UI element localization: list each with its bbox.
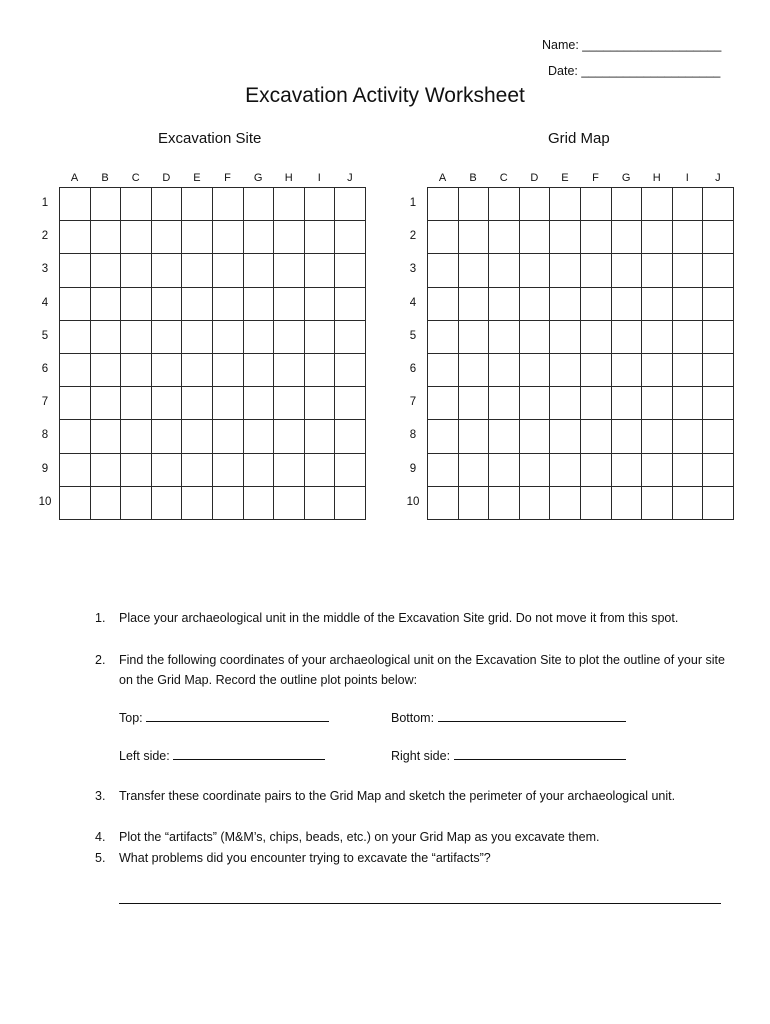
grid-cell-e9[interactable] <box>182 453 213 486</box>
grid-cell-j1[interactable] <box>703 188 734 221</box>
row-label-5: 5 <box>41 329 49 342</box>
grid-cell-a4[interactable] <box>428 287 459 320</box>
grid-cell-c8[interactable] <box>489 420 520 453</box>
instruction-number: 1. <box>95 611 106 625</box>
grid-cell-b9[interactable] <box>90 453 121 486</box>
grid-cell-j6[interactable] <box>335 353 366 386</box>
grid-cell-f1[interactable] <box>580 188 611 221</box>
excavation-site-grid <box>30 172 370 524</box>
grid-row <box>60 287 366 320</box>
grid-cell-h5[interactable] <box>274 320 305 353</box>
instruction-number: 2. <box>95 653 106 667</box>
grid-cell-h2[interactable] <box>642 221 673 254</box>
grid-cell-b3[interactable] <box>90 254 121 287</box>
grid-cell-g8[interactable] <box>243 420 274 453</box>
grid-cell-f4[interactable] <box>212 287 243 320</box>
grid-row <box>428 353 734 386</box>
grid-cell-i2[interactable] <box>672 221 703 254</box>
grid-cell-g3[interactable] <box>243 254 274 287</box>
grid-cell-g2[interactable] <box>243 221 274 254</box>
grid-cell-b5[interactable] <box>90 320 121 353</box>
grid-cell-h4[interactable] <box>274 287 305 320</box>
grid-row <box>60 453 366 486</box>
grid-cell-e7[interactable] <box>550 387 581 420</box>
grid-cell-j2[interactable] <box>703 221 734 254</box>
row-label-6: 6 <box>41 363 49 375</box>
grid-cell-i6[interactable] <box>304 353 335 386</box>
grid-cell-c2[interactable] <box>489 221 520 254</box>
grid-cell-b7[interactable] <box>90 387 121 420</box>
grid-cell-j5[interactable] <box>335 320 366 353</box>
grid-cell-b7[interactable] <box>458 387 489 420</box>
row-label-8: 8 <box>41 429 49 442</box>
column-label-c: C <box>131 172 140 184</box>
excavation-site-title: Excavation Site <box>158 130 262 147</box>
row-label-7: 7 <box>41 396 49 409</box>
right-side-field[interactable] <box>391 749 626 763</box>
bottom-label: Bottom: <box>391 711 435 725</box>
grid-cell-j5[interactable] <box>703 320 734 353</box>
grid-cell-a1[interactable] <box>60 188 91 221</box>
column-label-h: H <box>284 172 293 184</box>
grid-cell-i7[interactable] <box>304 387 335 420</box>
grid-cell-h9[interactable] <box>642 453 673 486</box>
column-label-f: F <box>224 172 231 184</box>
grid-cell-h3[interactable] <box>274 254 305 287</box>
grid-cell-j10[interactable] <box>703 486 734 519</box>
grid-cell-g4[interactable] <box>611 287 642 320</box>
grid-cell-j6[interactable] <box>703 353 734 386</box>
grid-cell-d6[interactable] <box>151 353 182 386</box>
grid-row <box>60 420 366 453</box>
grid-cell-d7[interactable] <box>519 387 550 420</box>
grid-cell-g5[interactable] <box>611 320 642 353</box>
grid-cell-g6[interactable] <box>243 353 274 386</box>
grid-cell-c4[interactable] <box>489 287 520 320</box>
grid-cell-h3[interactable] <box>642 254 673 287</box>
grid-cell-e1[interactable] <box>550 188 581 221</box>
grid-cell-a6[interactable] <box>428 353 459 386</box>
grid-row <box>428 420 734 453</box>
grid-row <box>60 221 366 254</box>
date-field[interactable]: Date: ____________________ <box>548 64 721 78</box>
column-label-e: E <box>561 172 569 184</box>
grid-cell-i8[interactable] <box>304 420 335 453</box>
column-label-f: F <box>592 172 599 184</box>
grid-cell-g9[interactable] <box>611 453 642 486</box>
grid-cell-e6[interactable] <box>182 353 213 386</box>
column-label-b: B <box>469 172 477 184</box>
grid-cell-i8[interactable] <box>672 420 703 453</box>
grid-row <box>428 320 734 353</box>
grid-cell-c3[interactable] <box>489 254 520 287</box>
grid-row <box>428 254 734 287</box>
grid-cell-a7[interactable] <box>60 387 91 420</box>
grid-cell-b8[interactable] <box>90 420 121 453</box>
grid-cell-c5[interactable] <box>489 320 520 353</box>
grid-cell-a8[interactable] <box>428 420 459 453</box>
column-label-b: B <box>101 172 109 184</box>
grid-cell-b8[interactable] <box>458 420 489 453</box>
grid-cell-b4[interactable] <box>458 287 489 320</box>
grid-cell-a2[interactable] <box>60 221 91 254</box>
grid-cell-f3[interactable] <box>212 254 243 287</box>
column-label-a: A <box>70 172 79 184</box>
grid-cell-b1[interactable] <box>90 188 121 221</box>
grid-cell-a10[interactable] <box>428 486 459 519</box>
grid-cell-i7[interactable] <box>672 387 703 420</box>
grid-cell-f5[interactable] <box>580 320 611 353</box>
instruction-number: 5. <box>95 851 106 865</box>
grid-cell-d7[interactable] <box>151 387 182 420</box>
grid-cell-f6[interactable] <box>580 353 611 386</box>
grid-cell-d2[interactable] <box>519 221 550 254</box>
grid-cell-a2[interactable] <box>428 221 459 254</box>
grid-map-title: Grid Map <box>548 130 610 147</box>
row-label-2: 2 <box>409 230 417 243</box>
grid-cell-d9[interactable] <box>519 453 550 486</box>
grid-cell-j10[interactable] <box>335 486 366 519</box>
grid-row <box>60 254 366 287</box>
grid-cell-g1[interactable] <box>243 188 274 221</box>
grid-cell-f5[interactable] <box>212 320 243 353</box>
grid-cell-f3[interactable] <box>580 254 611 287</box>
grid-cell-i10[interactable] <box>304 486 335 519</box>
grid-cell-c1[interactable] <box>489 188 520 221</box>
grid-cell-e8[interactable] <box>550 420 581 453</box>
grid-cell-g2[interactable] <box>611 221 642 254</box>
grid-cell-e2[interactable] <box>182 221 213 254</box>
grid-cell-b10[interactable] <box>90 486 121 519</box>
grid-cell-f10[interactable] <box>580 486 611 519</box>
grid-row <box>428 453 734 486</box>
grid-cell-c6[interactable] <box>489 353 520 386</box>
grid-row <box>60 188 366 221</box>
grid-cell-e3[interactable] <box>550 254 581 287</box>
instruction-text: Transfer these coordinate pairs to the Grid Map and sketch the perimeter of your archaeological unit. <box>119 789 676 803</box>
grid-cell-g8[interactable] <box>611 420 642 453</box>
grid-cell-d8[interactable] <box>519 420 550 453</box>
grid-cell-h1[interactable] <box>274 188 305 221</box>
grid-cell-a1[interactable] <box>428 188 459 221</box>
grid-cell-c8[interactable] <box>121 420 152 453</box>
grid-cell-g6[interactable] <box>611 353 642 386</box>
grid-cell-d3[interactable] <box>519 254 550 287</box>
grid-cell-b10[interactable] <box>458 486 489 519</box>
grid-cell-f9[interactable] <box>212 453 243 486</box>
grid-cell-g7[interactable] <box>611 387 642 420</box>
grid-cell-h5[interactable] <box>642 320 673 353</box>
grid-cell-j8[interactable] <box>335 420 366 453</box>
grid-cell-i5[interactable] <box>304 320 335 353</box>
grid-map-grid <box>398 172 738 524</box>
right-side-label: Right side: <box>391 749 451 763</box>
grid-cell-f9[interactable] <box>580 453 611 486</box>
bottom-answer-line[interactable] <box>438 711 626 722</box>
grid-cell-e10[interactable] <box>182 486 213 519</box>
grid-cell-f8[interactable] <box>212 420 243 453</box>
grid-cell-e8[interactable] <box>182 420 213 453</box>
grid-cell-i2[interactable] <box>304 221 335 254</box>
grid-cell-f6[interactable] <box>212 353 243 386</box>
grid-cell-i4[interactable] <box>672 287 703 320</box>
grid-cell-a5[interactable] <box>60 320 91 353</box>
instruction-number: 3. <box>95 789 106 803</box>
grid-cell-c7[interactable] <box>489 387 520 420</box>
grid-cell-e9[interactable] <box>550 453 581 486</box>
grid-cell-d5[interactable] <box>151 320 182 353</box>
column-label-g: G <box>253 172 263 184</box>
grid-cell-g10[interactable] <box>611 486 642 519</box>
column-label-d: D <box>530 172 539 184</box>
grid-cell-d10[interactable] <box>519 486 550 519</box>
grid-cell-i9[interactable] <box>304 453 335 486</box>
grid-cell-j9[interactable] <box>335 453 366 486</box>
bottom-field[interactable] <box>391 711 626 725</box>
grid-cell-d9[interactable] <box>151 453 182 486</box>
name-field[interactable]: Name: ____________________ <box>542 38 722 52</box>
right-side-answer-line[interactable] <box>454 749 626 760</box>
grid-cell-e5[interactable] <box>182 320 213 353</box>
grid-cell-e10[interactable] <box>550 486 581 519</box>
column-label-e: E <box>193 172 201 184</box>
grid-cell-e7[interactable] <box>182 387 213 420</box>
grid-cell-c4[interactable] <box>121 287 152 320</box>
row-label-5: 5 <box>409 329 417 342</box>
grid-cell-a5[interactable] <box>428 320 459 353</box>
grid-cell-j3[interactable] <box>703 254 734 287</box>
grid-cell-h8[interactable] <box>274 420 305 453</box>
top-field[interactable] <box>119 711 329 725</box>
grid-cell-f7[interactable] <box>212 387 243 420</box>
grid-cell-a9[interactable] <box>428 453 459 486</box>
row-label-10: 10 <box>38 495 52 508</box>
grid-cell-i4[interactable] <box>304 287 335 320</box>
grid-cell-f2[interactable] <box>212 221 243 254</box>
row-label-2: 2 <box>41 230 49 243</box>
grid-row <box>60 353 366 386</box>
row-label-6: 6 <box>409 363 417 375</box>
grid-cell-b5[interactable] <box>458 320 489 353</box>
grid-cell-c6[interactable] <box>121 353 152 386</box>
problems-answer-line[interactable] <box>119 903 721 904</box>
grid-cell-h6[interactable] <box>642 353 673 386</box>
grid-cell-i1[interactable] <box>304 188 335 221</box>
grid-cell-f4[interactable] <box>580 287 611 320</box>
grid-cell-g3[interactable] <box>611 254 642 287</box>
grid-cell-b2[interactable] <box>90 221 121 254</box>
grid-cell-e4[interactable] <box>182 287 213 320</box>
row-label-1: 1 <box>409 197 417 209</box>
grid-cell-e3[interactable] <box>182 254 213 287</box>
grid-cell-e1[interactable] <box>182 188 213 221</box>
grid-cell-j9[interactable] <box>703 453 734 486</box>
row-label-9: 9 <box>409 462 417 475</box>
row-label-3: 3 <box>41 263 49 276</box>
grid-cell-a6[interactable] <box>60 353 91 386</box>
grid-cell-d5[interactable] <box>519 320 550 353</box>
grid-cell-g4[interactable] <box>243 287 274 320</box>
grid-cell-a3[interactable] <box>60 254 91 287</box>
instruction-number: 4. <box>95 830 106 844</box>
grid-cell-i1[interactable] <box>672 188 703 221</box>
grid-cell-b9[interactable] <box>458 453 489 486</box>
column-label-j: J <box>715 172 721 184</box>
row-label-8: 8 <box>409 429 417 442</box>
grid-cell-b6[interactable] <box>458 353 489 386</box>
grid-cell-c10[interactable] <box>121 486 152 519</box>
grid-cell-d6[interactable] <box>519 353 550 386</box>
grid-cell-f7[interactable] <box>580 387 611 420</box>
grid-cell-j3[interactable] <box>335 254 366 287</box>
grid-cell-c3[interactable] <box>121 254 152 287</box>
grid-cell-j4[interactable] <box>335 287 366 320</box>
grid-cell-j7[interactable] <box>703 387 734 420</box>
grid-cell-d3[interactable] <box>151 254 182 287</box>
grid-cell-h1[interactable] <box>642 188 673 221</box>
grid-cell-j1[interactable] <box>335 188 366 221</box>
grid-cell-a7[interactable] <box>428 387 459 420</box>
grid-row <box>60 320 366 353</box>
grid-cell-j2[interactable] <box>335 221 366 254</box>
grid-cell-c10[interactable] <box>489 486 520 519</box>
grid-cell-h8[interactable] <box>642 420 673 453</box>
grid-cell-b1[interactable] <box>458 188 489 221</box>
row-label-4: 4 <box>41 296 49 309</box>
grid-row <box>428 486 734 519</box>
grid-cell-c9[interactable] <box>489 453 520 486</box>
grid-cell-h9[interactable] <box>274 453 305 486</box>
grid-cell-c5[interactable] <box>121 320 152 353</box>
grid-cell-a10[interactable] <box>60 486 91 519</box>
grid-cell-h4[interactable] <box>642 287 673 320</box>
left-side-field[interactable] <box>119 749 325 763</box>
grid-cell-e5[interactable] <box>550 320 581 353</box>
top-label: Top: <box>119 711 143 725</box>
grid-cell-i6[interactable] <box>672 353 703 386</box>
grid-cell-g9[interactable] <box>243 453 274 486</box>
grid-cell-d10[interactable] <box>151 486 182 519</box>
grid-cell-a4[interactable] <box>60 287 91 320</box>
grid-cell-b6[interactable] <box>90 353 121 386</box>
grid-cell-d8[interactable] <box>151 420 182 453</box>
grid-cell-e4[interactable] <box>550 287 581 320</box>
column-label-i: I <box>317 172 321 184</box>
column-label-d: D <box>162 172 171 184</box>
grid-cell-f10[interactable] <box>212 486 243 519</box>
grid-cell-g10[interactable] <box>243 486 274 519</box>
grid-cell-a9[interactable] <box>60 453 91 486</box>
grid-cell-g5[interactable] <box>243 320 274 353</box>
grid-cell-j7[interactable] <box>335 387 366 420</box>
row-label-4: 4 <box>409 296 417 309</box>
row-label-10: 10 <box>406 495 420 508</box>
grid-cell-h7[interactable] <box>274 387 305 420</box>
row-label-3: 3 <box>409 263 417 276</box>
grid-cell-c7[interactable] <box>121 387 152 420</box>
grid-cell-h2[interactable] <box>274 221 305 254</box>
grid-cell-j8[interactable] <box>703 420 734 453</box>
column-label-i: I <box>685 172 689 184</box>
grid-cell-h6[interactable] <box>274 353 305 386</box>
page-title: Excavation Activity Worksheet <box>245 84 525 107</box>
grid-row <box>428 221 734 254</box>
column-label-g: G <box>621 172 631 184</box>
grid-cell-i9[interactable] <box>672 453 703 486</box>
grid-cell-e6[interactable] <box>550 353 581 386</box>
grid-cell-i3[interactable] <box>672 254 703 287</box>
column-label-a: A <box>438 172 447 184</box>
grid-cell-i10[interactable] <box>672 486 703 519</box>
grid-cell-i5[interactable] <box>672 320 703 353</box>
grid-cell-i3[interactable] <box>304 254 335 287</box>
grid-cell-b3[interactable] <box>458 254 489 287</box>
instruction-text: Plot the “artifacts” (M&M’s, chips, beads, etc.) on your Grid Map as you excavate them. <box>119 830 600 844</box>
column-label-j: J <box>347 172 353 184</box>
grid-cell-d4[interactable] <box>519 287 550 320</box>
grid-cell-b4[interactable] <box>90 287 121 320</box>
grid-cell-g7[interactable] <box>243 387 274 420</box>
column-label-c: C <box>499 172 508 184</box>
grid-row <box>428 387 734 420</box>
grid-cell-g1[interactable] <box>611 188 642 221</box>
grid-cell-h7[interactable] <box>642 387 673 420</box>
grid-cell-h10[interactable] <box>274 486 305 519</box>
grid-cell-b2[interactable] <box>458 221 489 254</box>
grid-cell-f2[interactable] <box>580 221 611 254</box>
grid-cell-c1[interactable] <box>121 188 152 221</box>
grid-row <box>428 287 734 320</box>
row-label-1: 1 <box>41 197 49 209</box>
left-side-label: Left side: <box>119 749 170 763</box>
grid-row <box>428 188 734 221</box>
grid-cell-f8[interactable] <box>580 420 611 453</box>
grid-cell-d4[interactable] <box>151 287 182 320</box>
top-answer-line[interactable] <box>146 711 329 722</box>
column-label-h: H <box>652 172 661 184</box>
grid-row <box>60 486 366 519</box>
grid-cell-a8[interactable] <box>60 420 91 453</box>
grid-cell-c9[interactable] <box>121 453 152 486</box>
row-label-7: 7 <box>409 396 417 409</box>
instruction-text: What problems did you encounter trying to excavate the “artifacts”? <box>119 851 491 865</box>
grid-cell-d2[interactable] <box>151 221 182 254</box>
grid-row <box>60 387 366 420</box>
grid-cell-e2[interactable] <box>550 221 581 254</box>
grid-cell-d1[interactable] <box>151 188 182 221</box>
grid-cell-c2[interactable] <box>121 221 152 254</box>
grid-cell-d1[interactable] <box>519 188 550 221</box>
grid-cell-a3[interactable] <box>428 254 459 287</box>
grid-cell-j4[interactable] <box>703 287 734 320</box>
instruction-text: Place your archaeological unit in the middle of the Excavation Site grid. Do not move it from this spot. <box>119 611 679 625</box>
instruction-text: Find the following coordinates of your archaeological unit on the Excavation Site to plot the outline of your site on the Grid Map. Record the outline plot points below: <box>119 653 725 687</box>
grid-cell-h10[interactable] <box>642 486 673 519</box>
grid-cell-f1[interactable] <box>212 188 243 221</box>
left-side-answer-line[interactable] <box>173 749 325 760</box>
row-label-9: 9 <box>41 462 49 475</box>
